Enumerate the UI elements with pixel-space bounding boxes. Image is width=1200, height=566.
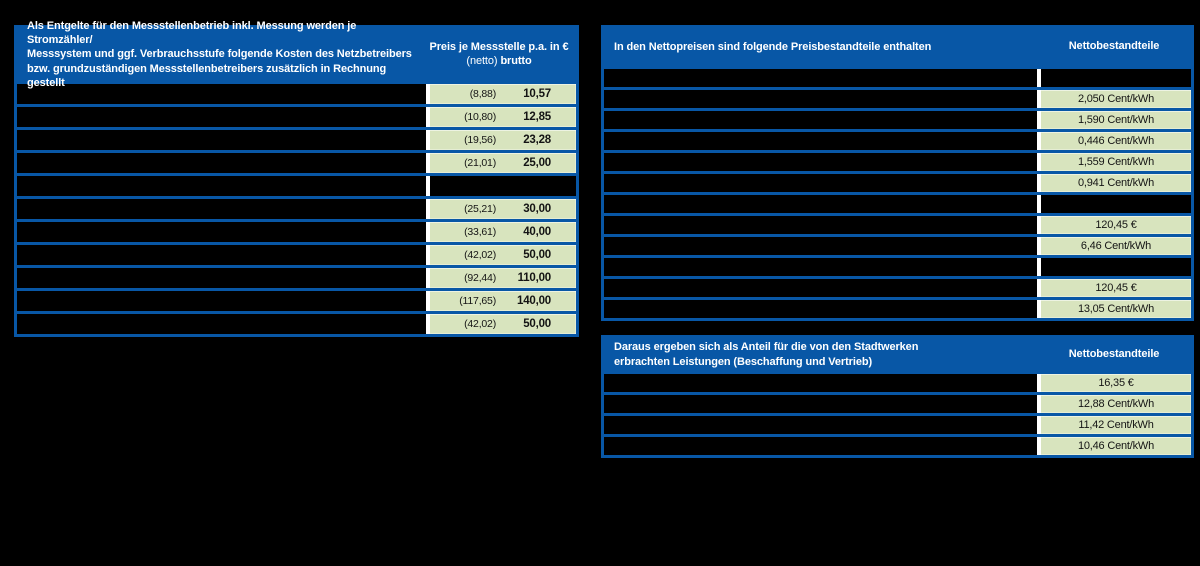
- value-cell: [1041, 437, 1191, 455]
- row-label-redacted: [604, 437, 1037, 455]
- netto-value: (92,44): [464, 272, 496, 284]
- row-label-redacted: [604, 195, 1037, 213]
- row-label-redacted: [604, 279, 1037, 297]
- row-label-redacted: [604, 174, 1037, 192]
- net-component-value: 120,45 €: [1095, 282, 1137, 294]
- net-component-value: 12,88 Cent/kWh: [1077, 398, 1155, 410]
- net-component-value: 1,590 Cent/kWh: [1077, 114, 1155, 126]
- net-component-value: 0,941 Cent/kWh: [1077, 177, 1155, 189]
- supplier-share-table-header: [604, 338, 1191, 371]
- meter-operation-fees-table: [14, 19, 579, 337]
- row-label-redacted: [604, 153, 1037, 171]
- price-cell: [430, 84, 576, 104]
- brutto-value: 12,85: [523, 111, 551, 123]
- row-label-redacted: [17, 291, 426, 311]
- row-label-redacted: [604, 90, 1037, 108]
- row-label-redacted: [17, 222, 426, 242]
- price-cell: [430, 153, 576, 173]
- netto-value: (42,02): [464, 249, 496, 261]
- brutto-label: brutto: [500, 54, 532, 67]
- brutto-value: 40,00: [523, 226, 551, 238]
- table-row: [17, 127, 576, 150]
- brutto-value: 30,00: [523, 203, 551, 215]
- price-cell: [430, 176, 576, 196]
- net-component-value: 11,42 Cent/kWh: [1078, 419, 1154, 431]
- value-cell: [1041, 237, 1191, 255]
- table-row: [17, 242, 576, 265]
- price-components-table: [601, 25, 1194, 321]
- row-label-redacted: [604, 69, 1037, 87]
- price-cell: [430, 314, 576, 334]
- value-cell: [1041, 374, 1191, 392]
- table-row: [604, 108, 1191, 129]
- price-cell: [430, 222, 576, 242]
- brutto-value: 110,00: [517, 272, 551, 284]
- price-column-header-line1: Preis je Messstelle p.a. in €: [429, 41, 569, 53]
- table-row: [17, 104, 576, 127]
- price-cell: [430, 291, 576, 311]
- value-cell: [1041, 132, 1191, 150]
- row-label-redacted: [604, 374, 1037, 392]
- brutto-value: 50,00: [523, 249, 551, 261]
- table-row: [17, 311, 576, 334]
- value-cell: [1041, 416, 1191, 434]
- row-label-redacted: [17, 107, 426, 127]
- value-cell: [1041, 90, 1191, 108]
- table-row: [604, 413, 1191, 434]
- netto-value: (10,80): [464, 111, 496, 123]
- row-label-redacted: [17, 245, 426, 265]
- netto-value: (33,61): [464, 226, 496, 238]
- value-cell: [1041, 258, 1191, 276]
- supplier-share-table: [601, 335, 1194, 458]
- table-row: [604, 150, 1191, 171]
- row-label-redacted: [604, 216, 1037, 234]
- table-row: [17, 219, 576, 242]
- row-label-redacted: [604, 111, 1037, 129]
- table-row: [604, 255, 1191, 276]
- row-label-redacted: [17, 153, 426, 173]
- title-line: erbrachten Leistungen (Beschaffung und Vertrieb): [614, 355, 873, 368]
- brutto-value: 25,00: [523, 157, 551, 169]
- price-cell: [430, 245, 576, 265]
- table-row: [604, 171, 1191, 192]
- net-component-value: 10,46 Cent/kWh: [1077, 440, 1155, 452]
- meter-fees-table-header: [17, 19, 576, 89]
- value-cell: [1041, 69, 1191, 87]
- row-label-redacted: [17, 176, 426, 196]
- table-row: [604, 371, 1191, 392]
- row-label-redacted: [17, 268, 426, 288]
- table-row: [604, 234, 1191, 255]
- net-component-value: 6,46 Cent/kWh: [1080, 240, 1152, 252]
- net-component-value: 120,45 €: [1095, 219, 1137, 231]
- price-components-rows: [604, 66, 1191, 318]
- net-component-value: 0,446 Cent/kWh: [1077, 135, 1155, 147]
- netto-value: (117,65): [459, 295, 496, 307]
- netto-value: (19,56): [464, 134, 496, 146]
- table-row: [604, 129, 1191, 150]
- value-cell: [1041, 174, 1191, 192]
- meter-fees-rows: [17, 81, 576, 334]
- net-component-value: 16,35 €: [1098, 377, 1134, 389]
- netto-value: (21,01): [464, 157, 496, 169]
- value-cell: [1041, 153, 1191, 171]
- title-line: Daraus ergeben sich als Anteil für die von den Stadtwerken: [614, 341, 919, 354]
- row-label-redacted: [17, 199, 426, 219]
- price-components-table-title: In den Nettopreisen sind folgende Preisbestandteile enthalten: [614, 41, 932, 53]
- table-row: [604, 66, 1191, 87]
- price-cell: [430, 199, 576, 219]
- value-cell: [1041, 395, 1191, 413]
- row-label-redacted: [604, 258, 1037, 276]
- row-label-redacted: [604, 416, 1037, 434]
- price-cell: [430, 107, 576, 127]
- row-label-redacted: [17, 84, 426, 104]
- net-component-value: 2,050 Cent/kWh: [1077, 93, 1155, 105]
- price-column-header: [422, 28, 576, 81]
- row-label-redacted: [17, 314, 426, 334]
- value-cell: [1041, 216, 1191, 234]
- table-row: [604, 192, 1191, 213]
- title-line: bzw. grundzuständigen Messstellenbetreibers zusätzlich in Rechnung gestellt: [27, 62, 387, 89]
- net-component-value: 1,559 Cent/kWh: [1077, 156, 1155, 168]
- row-label-redacted: [604, 132, 1037, 150]
- row-label-redacted: [604, 237, 1037, 255]
- netto-label: (netto): [466, 54, 498, 67]
- table-row: [604, 213, 1191, 234]
- table-row: [17, 150, 576, 173]
- brutto-value: 50,00: [523, 318, 551, 330]
- row-label-redacted: [604, 300, 1037, 318]
- table-row: [17, 288, 576, 311]
- netto-value: (42,02): [464, 318, 496, 330]
- net-component-value: 13,05 Cent/kWh: [1077, 303, 1155, 315]
- value-cell: [1041, 195, 1191, 213]
- supplier-share-table-title: [604, 338, 1037, 371]
- netto-value: (8,88): [469, 88, 496, 100]
- table-row: [604, 276, 1191, 297]
- netto-value: (25,21): [464, 203, 496, 215]
- value-cell: [1041, 300, 1191, 318]
- brutto-value: 10,57: [523, 88, 551, 100]
- table-row: [17, 265, 576, 288]
- supplier-share-rows: [604, 371, 1191, 455]
- title-line: Messsystem und ggf. Verbrauchsstufe folgende Kosten des Netzbetreibers: [27, 48, 412, 61]
- table-row: [604, 87, 1191, 108]
- table-row: [604, 392, 1191, 413]
- table-row: [17, 173, 576, 196]
- table-row: [17, 81, 576, 104]
- row-label-redacted: [17, 130, 426, 150]
- brutto-value: 23,28: [523, 134, 551, 146]
- net-components-column-header: Nettobestandteile: [1068, 347, 1160, 360]
- table-row: [604, 434, 1191, 455]
- price-cell: [430, 130, 576, 150]
- value-cell: [1041, 279, 1191, 297]
- net-components-column-header: Nettobestandteile: [1068, 40, 1160, 53]
- table-row: [604, 297, 1191, 318]
- title-line: Als Entgelte für den Messstellenbetrieb inkl. Messung werden je Stromzähler/: [27, 19, 357, 47]
- value-cell: [1041, 111, 1191, 129]
- price-components-table-header: [604, 28, 1191, 66]
- brutto-value: 140,00: [517, 295, 551, 307]
- meter-fees-table-title: [17, 19, 422, 89]
- price-column-header-line2: [422, 55, 576, 69]
- row-label-redacted: [604, 395, 1037, 413]
- price-cell: [430, 268, 576, 288]
- table-row: [17, 196, 576, 219]
